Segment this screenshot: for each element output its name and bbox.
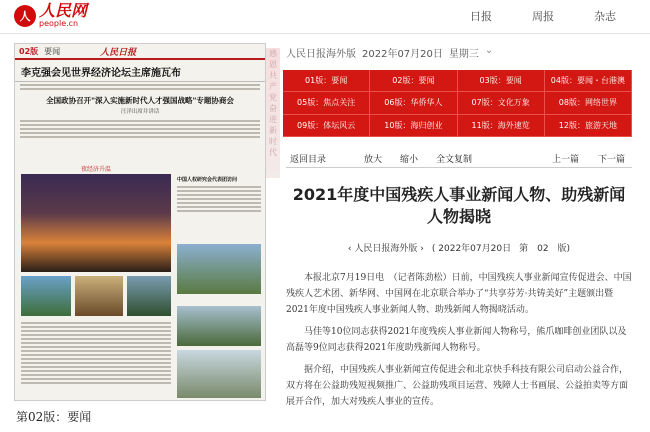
paper-photo <box>75 276 123 316</box>
paper-photo <box>177 306 261 346</box>
edition-link-03[interactable]: 03版：要闻 <box>458 70 545 92</box>
paper-text-lines <box>15 84 265 90</box>
paper-headline: 李克强会见世界经济论坛主席施瓦布 <box>15 60 265 82</box>
article-paragraph: 据介绍，中国残疾人事业新闻宣传促进会和北京快手科技有限公司启动公益合作，双方将在公益助残短视频推广、公益助残项目运营、残障人士书画展、公益拍卖等方面展开合作，加大对残疾人事业的宣传。 <box>286 365 629 407</box>
article-toolbar <box>286 152 632 168</box>
edition-label: 第02版：要闻 <box>16 410 92 424</box>
photo-caption: 夜经济升温 <box>80 166 111 173</box>
nav-daily[interactable]: 日报 <box>470 10 492 23</box>
paper-page-number: 02版 <box>19 46 39 56</box>
paper-section: 要闻 <box>44 46 61 56</box>
site-logo[interactable] <box>14 3 87 28</box>
paper-main-photo <box>21 166 171 272</box>
paper-weekday: 星期三 <box>448 49 479 60</box>
zoom-out-button[interactable]: 缩小 <box>400 155 419 165</box>
edition-link-01[interactable]: 01版：要闻 <box>283 70 370 92</box>
paper-text-lines <box>15 120 265 138</box>
paper-date: 2022年07月20日 <box>362 49 443 60</box>
paper-bottom-text <box>21 320 171 386</box>
paper-photo <box>177 244 261 294</box>
meta-date: ( 2022年07月20日 <box>431 244 512 254</box>
nav-magazine[interactable]: 杂志 <box>594 10 616 23</box>
zoom-in-button[interactable]: 放大 <box>364 155 383 165</box>
chevron-right-icon: › <box>420 244 424 254</box>
edition-link-08[interactable]: 08版：网络世界 <box>545 92 632 114</box>
edition-grid <box>283 70 632 137</box>
paper-photo <box>177 350 261 398</box>
chevron-left-icon: ‹ <box>347 244 352 254</box>
top-navigation-bar <box>0 0 650 34</box>
chevron-down-icon[interactable]: ⌄ <box>484 45 494 56</box>
edition-link-09[interactable]: 09版：体坛风云 <box>283 115 370 137</box>
paper-right-column <box>177 176 261 214</box>
edition-link-11[interactable]: 11版：海外速览 <box>458 115 545 137</box>
paper-photo <box>127 276 171 316</box>
nav-weekly[interactable]: 周报 <box>532 10 554 23</box>
edition-link-06[interactable]: 06版：华侨华人 <box>370 92 457 114</box>
paper-sub-headline: 全国政协召开"深入实施新时代人才强国战略"专题协商会 <box>46 96 234 105</box>
copy-all-button[interactable]: 全文复制 <box>436 155 473 165</box>
paper-right-title: 中国人权研究会代表团访问 <box>177 177 238 183</box>
meta-page: 第 02 版) <box>519 244 571 254</box>
paper-name: 人民日报海外版 <box>286 49 356 60</box>
edition-link-05[interactable]: 05版：焦点关注 <box>283 92 370 114</box>
article-paragraph: 马佳等10位同志获得2021年度残疾人事业新闻人物称号，熊爪咖啡创业团队以及高磊等9位同志获得2021年度助残新闻人物称号。 <box>286 327 627 353</box>
article-meta <box>286 241 632 254</box>
paper-photo <box>21 276 71 316</box>
article-body <box>286 270 632 416</box>
logo-url: people.cn <box>39 19 79 28</box>
edition-link-12[interactable]: 12版：旅游天地 <box>545 115 632 137</box>
meta-source[interactable]: ‹ 人民日报海外版 › <box>347 244 424 254</box>
edition-link-07[interactable]: 07版：文化万象 <box>458 92 545 114</box>
paper-header <box>15 44 265 60</box>
paper-sub-byline: 汪洋出席并讲话 <box>120 109 160 115</box>
edition-link-04[interactable]: 04版：要闻・台港澳 <box>545 70 632 92</box>
paper-masthead: 人民日报 <box>100 47 137 58</box>
date-selector[interactable] <box>286 45 493 60</box>
logo-mark-icon: 人 <box>14 5 36 27</box>
logo-title: 人民网 <box>39 1 88 20</box>
back-to-index-link[interactable]: 返回目录 <box>290 155 327 165</box>
prev-article-link[interactable]: 上一篇 <box>552 155 580 165</box>
article-paragraph: 本报北京7月19日电 （记者陈劲松）日前，中国残疾人事业新闻宣传促进会、中国残疾人艺术团、新华网、中国网在北京联合举办了“共享芬芳·共铸美好”主题颁出暨2021年度中国残疾人事业新闻人物、助残新闻人物揭晓活动。 <box>286 273 632 315</box>
edition-link-02[interactable]: 02版：要闻 <box>370 70 457 92</box>
vertical-banner-ad[interactable]: 感 恩 共 产 党 奋 进 新 时 代 <box>266 48 280 178</box>
article-title: 2021年度中国残疾人事业新闻人物、助残新闻人物揭晓 <box>292 185 626 226</box>
next-article-link[interactable]: 下一篇 <box>598 155 626 165</box>
edition-link-10[interactable]: 10版：海归创业 <box>370 115 457 137</box>
newspaper-page-thumbnail[interactable] <box>14 43 266 401</box>
